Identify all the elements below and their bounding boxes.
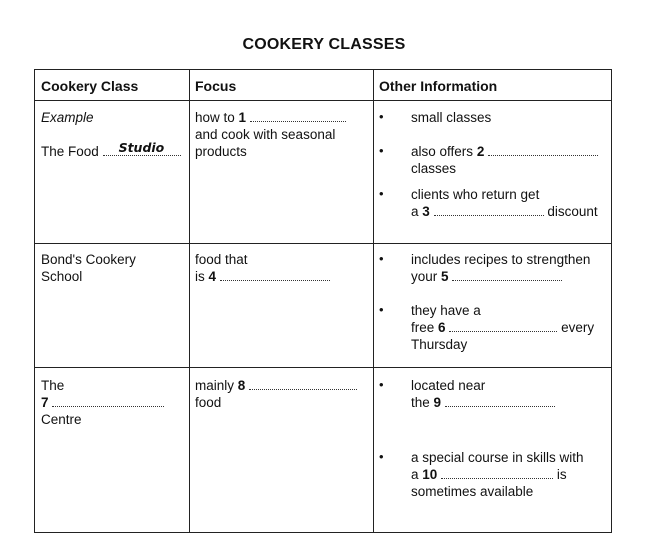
answer-blank-example: Studio bbox=[103, 143, 181, 156]
column-divider bbox=[189, 70, 190, 532]
bullet-icon: • bbox=[379, 449, 384, 464]
bullet-icon: • bbox=[379, 143, 384, 158]
header-divider bbox=[35, 100, 611, 101]
header-cookery-class: Cookery Class bbox=[41, 78, 139, 94]
answer-blank-2[interactable] bbox=[488, 143, 598, 156]
header-other-information: Other Information bbox=[379, 78, 498, 94]
answer-blank-8[interactable] bbox=[249, 377, 357, 390]
row-divider bbox=[35, 367, 611, 368]
row1-focus: how to 1 and cook with seasonal products bbox=[195, 109, 346, 160]
row-divider bbox=[35, 243, 611, 244]
answer-blank-10[interactable] bbox=[441, 466, 553, 479]
answer-blank-1[interactable] bbox=[250, 109, 346, 122]
row2-info-2: they have a free 6 every Thursday bbox=[411, 303, 595, 352]
row3-class-name: The 7 Centre bbox=[41, 377, 164, 428]
row3-info-1: located near the 9 bbox=[411, 377, 555, 411]
answer-blank-6[interactable] bbox=[449, 319, 557, 332]
row2-info-1: includes recipes to strengthen your 5 bbox=[411, 252, 591, 284]
answer-blank-3[interactable] bbox=[434, 203, 544, 216]
answer-blank-4[interactable] bbox=[220, 268, 330, 281]
row3-info-2: a special course in skills with a 10 is sometimes available bbox=[411, 450, 584, 499]
bullet-icon: • bbox=[379, 186, 384, 201]
bullet-icon: • bbox=[379, 302, 384, 317]
cookery-table bbox=[34, 69, 612, 533]
header-focus: Focus bbox=[195, 78, 237, 94]
row2-class-name: Bond's Cookery School bbox=[41, 252, 136, 284]
row1-info-2: also offers 2 classes bbox=[411, 143, 598, 177]
column-divider bbox=[373, 70, 374, 532]
answer-blank-7[interactable] bbox=[52, 394, 164, 407]
row2-focus: food that is 4 bbox=[195, 251, 330, 285]
answer-blank-9[interactable] bbox=[445, 394, 555, 407]
bullet-icon: • bbox=[379, 377, 384, 392]
row1-info-1: small classes bbox=[411, 110, 492, 125]
row1-class-name: The Food Studio bbox=[41, 143, 181, 160]
row3-focus: mainly 8 food bbox=[195, 377, 357, 411]
bullet-icon: • bbox=[379, 251, 384, 266]
example-label: Example bbox=[41, 110, 94, 125]
row1-info-3: clients who return get a 3 discount bbox=[411, 187, 598, 219]
answer-blank-5[interactable] bbox=[452, 268, 562, 281]
page-title: COOKERY CLASSES bbox=[242, 36, 406, 53]
bullet-icon: • bbox=[379, 109, 384, 124]
